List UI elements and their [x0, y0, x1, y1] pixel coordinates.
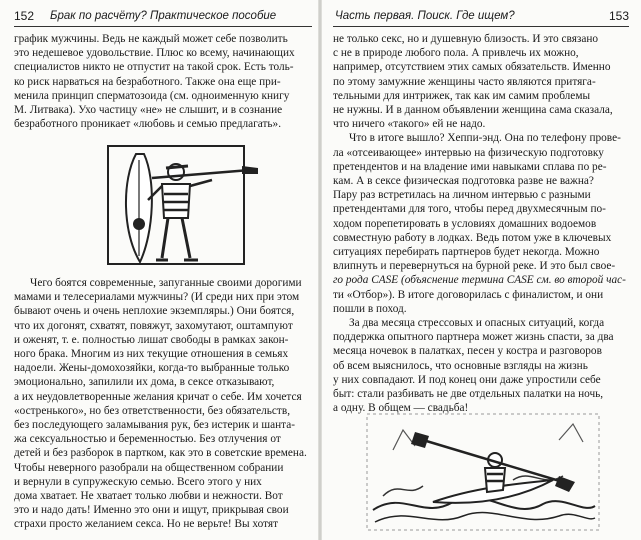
- text-line: не нужны. И в данном объявлении женщина сама сказала,: [333, 104, 613, 117]
- paragraph: [333, 32, 626, 415]
- text-line: За два месяца стрессовых и опасных ситуаций, когда: [349, 317, 605, 330]
- header-rule: [14, 26, 312, 27]
- paragraph: [14, 276, 307, 532]
- text-line: пошли в поход.: [333, 302, 407, 315]
- text-line: претендентов и на владение ими навыками сплава по ре-: [333, 160, 607, 173]
- text-line: Чтобы неверного разобрали на общественном собрании: [14, 461, 284, 474]
- text-line: не только секс, но и душевную близость. И это связано: [333, 33, 599, 45]
- text-line: совместную работу в лодках. Ведь потом уже в ключевых: [333, 231, 612, 244]
- text-line: и оженят, т. е. полностью лишат свободы в рамках закон-: [14, 333, 289, 346]
- text-line: ко риск нарваться на безработного. Также она еще при-: [14, 75, 281, 88]
- text-line: график мужчины. Ведь не каждый может себе позволить: [14, 33, 288, 45]
- text-line: это недешевое удовольствие. Плюс ко всему, начинающих: [14, 47, 295, 60]
- running-title: Брак по расчёту? Практическое пособие: [50, 10, 277, 22]
- running-title: Часть первая. Поиск. Где ищем?: [335, 10, 515, 22]
- text-line: «остренького», но без ответственности, без обязательств,: [14, 404, 291, 417]
- text-line: надоели. Жены-домохозяйки, когда-то выбранные только: [14, 362, 290, 375]
- text-line: го рода CASE (объяснение термина CASE см. во второй час-: [333, 274, 626, 287]
- text-line: что ничего «такого» ей не надо.: [333, 118, 486, 131]
- text-line: бывают очень и очень неплохие экземпляры.) Они боятся,: [14, 305, 295, 318]
- page-number: 153: [608, 9, 629, 23]
- text-line: мамами и телесериалами мужчины? (И среди них при этом: [14, 291, 300, 304]
- kayaker-illustration: [92, 140, 260, 270]
- text-line: ситуациях перебирать партнеров будет некогда. Можно: [333, 246, 600, 259]
- right-page: [321, 0, 641, 540]
- text-line: эмоционально, запилили их дома, в сексе отказывают,: [14, 376, 275, 389]
- cap-icon: [166, 166, 188, 168]
- kayak-mark: [133, 218, 145, 230]
- text-line: например, отсутствием этих самых обязательств. Именно: [333, 61, 611, 74]
- text-line: безработного проникает «любовь и семью предлагать».: [14, 118, 282, 131]
- text-line: менила принцип сперматозоида (см. одноименную книгу: [14, 89, 290, 102]
- text-line: это и надо дать! Именно это они и ищут, прикрывая свои: [14, 504, 289, 517]
- text-line: М. Литвака). Ухо частицу «не» не слышит, и в сознание: [14, 104, 283, 117]
- text-line: тельными для интрижек, так как им самим проблемы: [333, 89, 591, 102]
- text-line: об всем выяснилось, что основные взгляды на жизнь: [333, 359, 588, 372]
- text-line: и вернули в супружескую семью. Всего этого у них: [14, 475, 262, 488]
- text-line: поддержка опытного партнера может жизнь спасти, за два: [333, 331, 614, 344]
- right-header: [335, 8, 629, 24]
- text-line: ти «Отбор»). В итоге договорилась с финалистом, и они: [333, 288, 604, 301]
- text-line: с не в природе любого пола. А привлечь их можно,: [333, 47, 579, 60]
- left-page: [0, 0, 320, 540]
- paddle-blade: [242, 166, 258, 174]
- text-line: ходом порепетировать в условиях домашних водоемов: [333, 217, 597, 230]
- text-line: Пару раз встретилась на личном интервью с разными: [333, 189, 591, 202]
- text-line: специалистов никто не отпустит на такой срок. Есть толь-: [14, 61, 294, 74]
- text-line: детей и без разборок в партком, как это в советские времена.: [14, 447, 307, 460]
- text-line: без последующего заламывания рук, без истерик и шанта-: [14, 419, 295, 432]
- left-header: [14, 8, 312, 24]
- text-line: претендентами для того, чтобы перед двухмесячным по-: [333, 203, 606, 216]
- text-line: ного брака. Многим из них текущие отношения в семьях: [14, 348, 289, 361]
- person-legs: [162, 218, 190, 258]
- text-line: ла «отсеивающее» интервью на физическую подготовку: [333, 146, 604, 159]
- wave-line: [375, 513, 595, 522]
- paddle-blade: [411, 432, 429, 448]
- person-arm: [190, 180, 212, 186]
- text-line: а их неудовлетворенные желания кричат о себе. Им хочется: [14, 390, 302, 403]
- text-line: месяца ночевок в палатках, песен у костра и разговоров: [333, 345, 602, 358]
- text-line: дома хватает. Не хватает только любви и нежности. Вот: [14, 490, 283, 503]
- text-line: кам. А в сексе физическая подготовка разве не важна?: [333, 175, 594, 188]
- text-line: жа сексуальностью и беременностью. Без отлучения от: [14, 433, 281, 446]
- text-line: быт: стали разбивать не две отдельных палатки на ночь,: [333, 388, 604, 401]
- text-line: а одну. В общем — свадьба!: [333, 402, 469, 415]
- text-line: у них совпадают. И под конец они даже упростили себе: [333, 373, 601, 386]
- text-line: что их догонят, схватят, повяжут, захомутают, оштампуют: [14, 319, 293, 332]
- header-rule: [333, 26, 629, 27]
- text-line: по этому замужние женщины часто являются притяга-: [333, 75, 596, 88]
- kayaker-rapids-illustration: [363, 410, 603, 534]
- page-number: 152: [14, 9, 35, 23]
- text-line: Что в итоге вышло? Хеппи-энд. Она по телефону прове-: [349, 132, 621, 145]
- paragraph: [14, 32, 295, 131]
- text-line: влипнуть и перевернуться на бурной реке. И это был свое-: [333, 260, 616, 273]
- paddle-shaft: [152, 170, 250, 178]
- text-line: Чего боятся современные, запуганные своими дорогими: [30, 277, 302, 289]
- text-line: страхи просто желанием секса. Но не верьте! Вы хотят: [14, 518, 279, 531]
